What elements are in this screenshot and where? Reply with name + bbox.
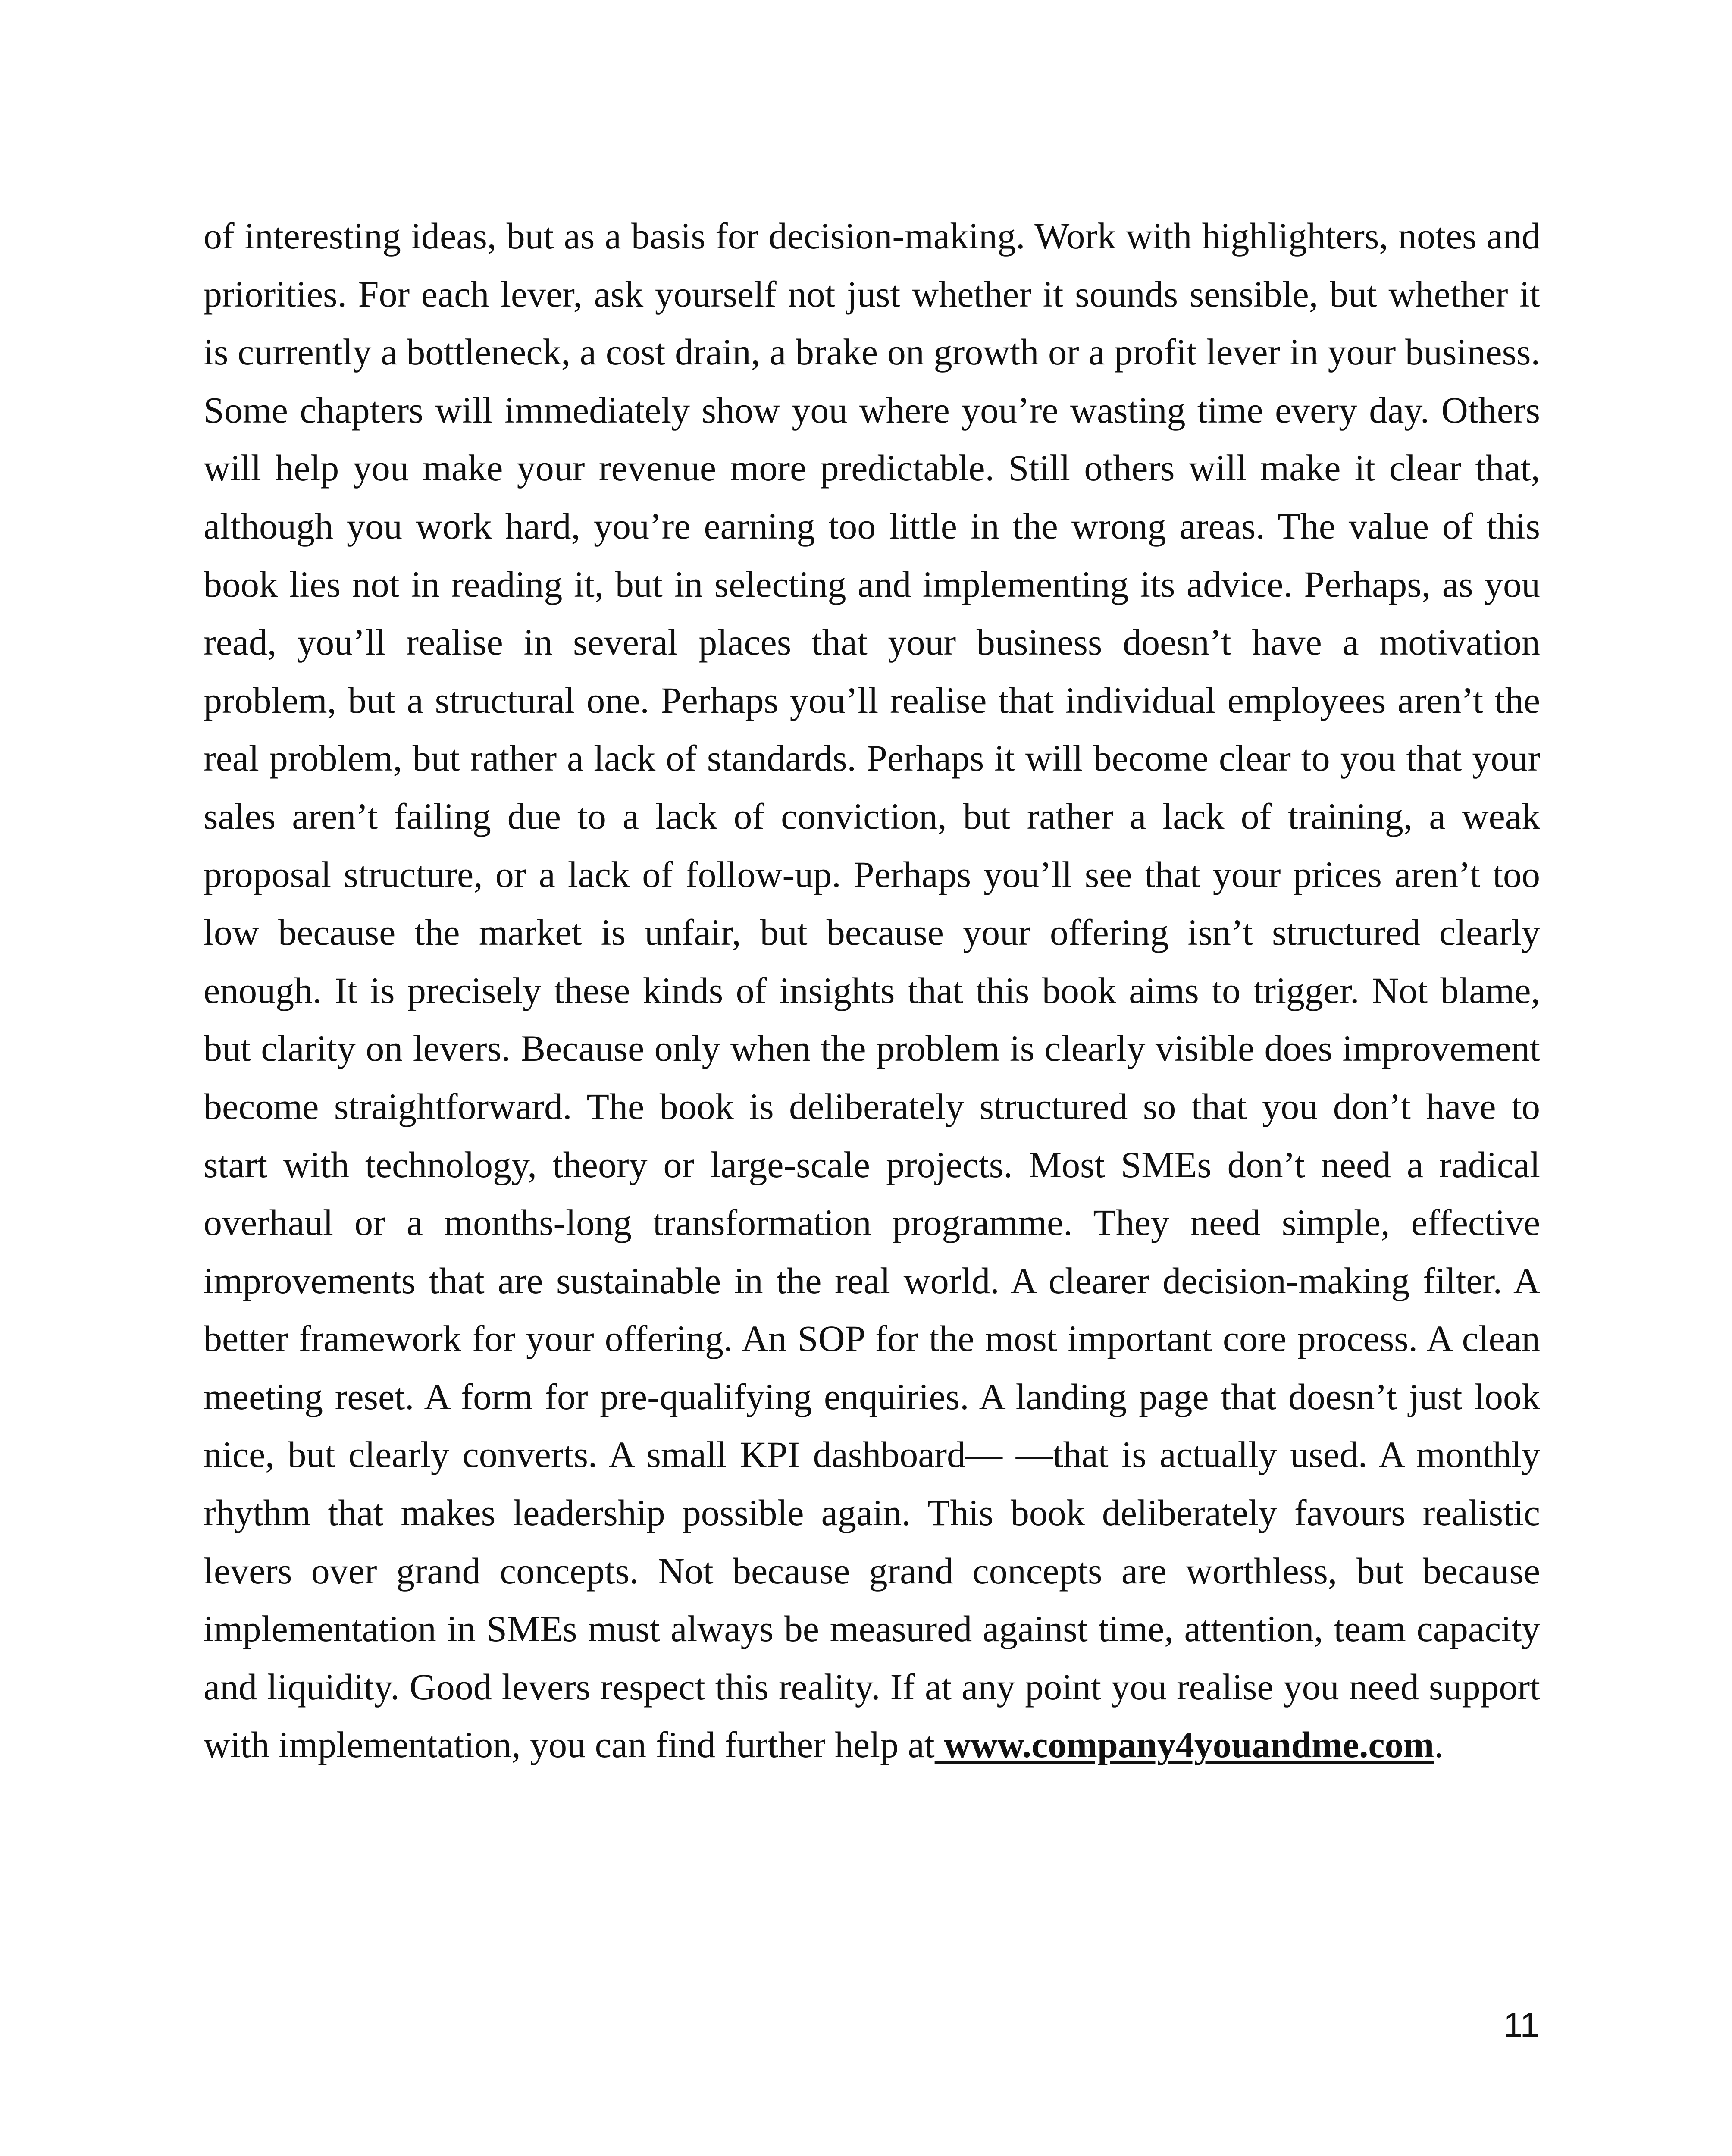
website-link[interactable]: www.company4youandme.com [934,1724,1434,1766]
body-paragraph [204,207,1540,1774]
closing-period: . [1434,1724,1444,1766]
page-number: 11 [1503,2006,1539,2044]
paragraph-text: of interesting ideas, but as a basis for decision-making. Work with highlighters, notes and priorities. For each lever, ask yourself not just whether it sounds sensible, but whether it is currently a bottleneck, a cost drain, a brake on growth or a profit lever in your business. Some chapters will immediately show you where you’re wasting time every day. Others will help you make your revenue more predictable. Still others will make it clear that, although you work hard, you’re earning too little in the wrong areas. The value of this book lies not in reading it, but in selecting and implementing its advice. Perhaps, as you read, you’ll realise in several places that your business doesn’t have a motivation problem, but a structural one. Perhaps you’ll realise that individual employees aren’t the real problem, but rather a lack of standards. Perhaps it will become clear to you that your sales aren’t failing due to a lack of conviction, but rather a lack of training, a weak proposal structure, or a lack of follow-up. Perhaps you’ll see that your prices aren’t too low because the market is unfair, but because your offering isn’t structured clearly enough. It is precisely these kinds of insights that this book aims to trigger. Not blame, but clarity on levers. Because only when the problem is clearly visible does improvement become straightforward. The book is deliberately structured so that you don’t have to start with technology, theory or large-scale projects. Most SMEs don’t need a radical overhaul or a months-long transformation programme. They need simple, effective improvements that are sustainable in the real world. A clearer decision-making filter. A better framework for your offering. An SOP for the most important core process. A clean meeting reset. A form for pre-qualifying enquiries. A landing page that doesn’t just look nice, but clearly converts. A small KPI dashboard— —that is actually used. A monthly rhythm that makes leadership possible again. This book deliberately favours realistic levers over grand concepts. Not because grand concepts are worthless, but because implementation in SMEs must always be measured against time, attention, team capacity and liquidity. Good levers respect this reality. If at any point you realise you need support with implementation, you can find further help at [204,215,1540,1766]
